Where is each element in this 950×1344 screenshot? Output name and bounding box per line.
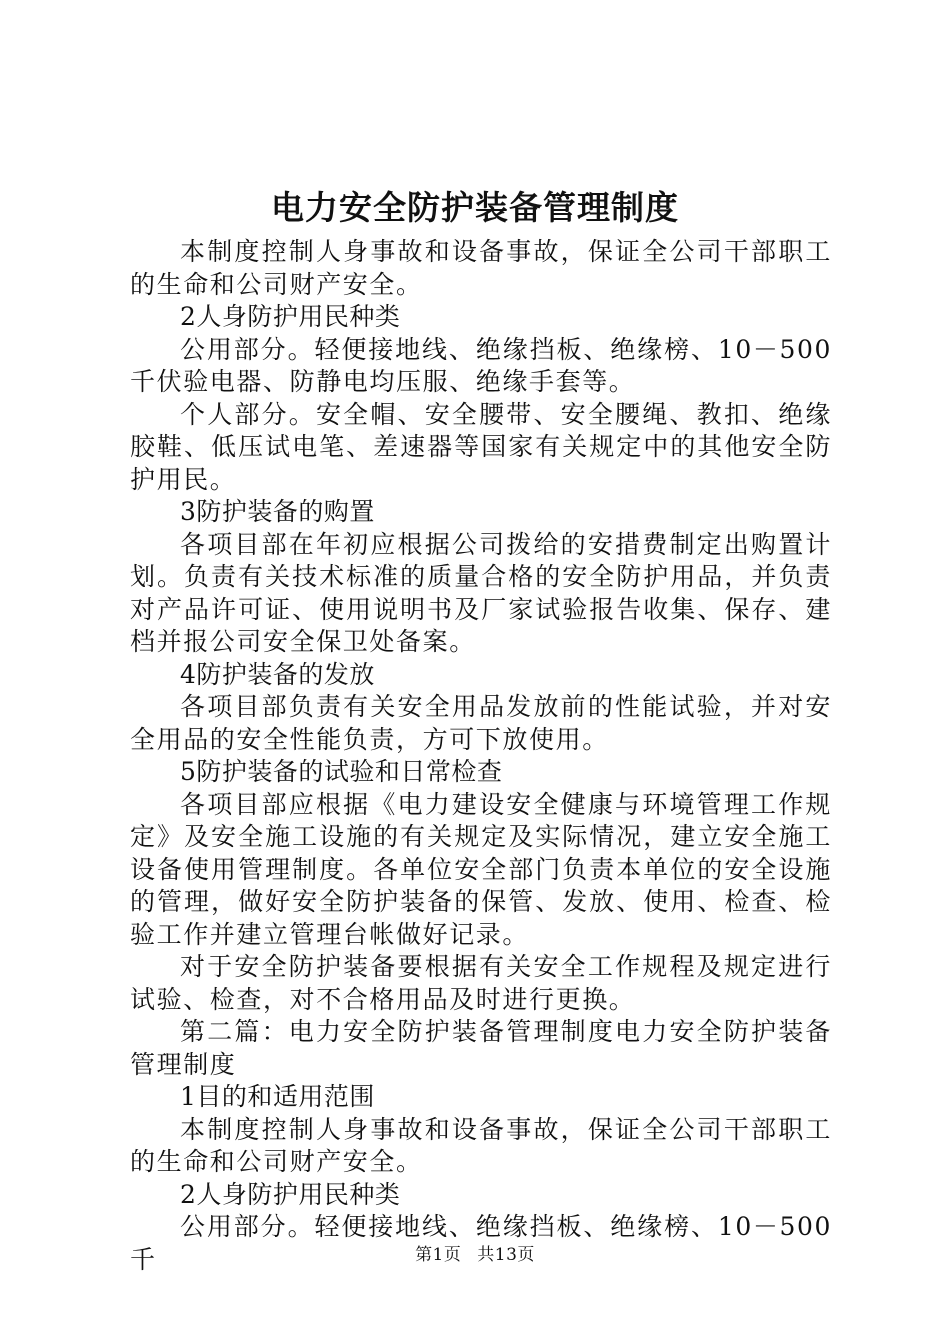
paragraph-purchase: 各项目部在年初应根据公司拨给的安措费制定出购置计划。负责有关技术标准的质量合格的安全防护用品，并负责对产品许可证、使用说明书及厂家试验报告收集、保存、建档并报公司安全保卫处备案。 [130, 529, 832, 656]
paragraph-public-equipment-repeat: 公用部分。轻便接地线、绝缘挡板、绝缘榜、10－500千 [130, 1212, 832, 1274]
document-title: 电力安全防护装备管理制度 [271, 188, 679, 227]
paragraph-intro: 本制度控制人身事故和设备事故，保证全公司干部职工的生命和公司财产安全。 [130, 237, 832, 299]
section-heading-purpose-scope: 1目的和适用范围 [180, 1082, 375, 1111]
page-number: 第1页 [415, 1245, 462, 1265]
section-heading-testing: 5防护装备的试验和日常检查 [180, 757, 503, 786]
paragraph-intro-repeat: 本制度控制人身事故和设备事故，保证全公司干部职工的生命和公司财产安全。 [130, 1114, 832, 1176]
section-heading-protection-types: 2人身防护用民种类 [180, 302, 401, 331]
page-footer [0, 1244, 950, 1266]
document-body [130, 236, 832, 1276]
page-total: 共13页 [477, 1245, 535, 1265]
paragraph-distribution: 各项目部负责有关安全用品发放前的性能试验，并对安全用品的安全性能负责，方可下放使用。 [130, 692, 832, 754]
section-heading-distribution: 4防护装备的发放 [180, 659, 375, 689]
paragraph-replacement: 对于安全防护装备要根据有关安全工作规程及规定进行试验、检查，对不合格用品及时进行更换。 [130, 952, 832, 1014]
section-heading-protection-types-repeat: 2人身防护用民种类 [180, 1179, 401, 1209]
paragraph-testing: 各项目部应根据《电力建设安全健康与环境管理工作规定》及安全施工设施的有关规定及实际情况，建立安全施工设备使用管理制度。各单位安全部门负责本单位的安全设施的管理，做好安全防护装备的保管、发放、使用、检查、检验工作并建立管理台帐做好记录。 [130, 789, 832, 949]
paragraph-second-article: 第二篇：电力安全防护装备管理制度电力安全防护装备管理制度 [130, 1017, 832, 1079]
paragraph-personal-equipment: 个人部分。安全帽、安全腰带、安全腰绳、教扣、绝缘胶鞋、低压试电笔、差速器等国家有关规定中的其他安全防护用民。 [130, 399, 832, 494]
section-heading-purchase: 3防护装备的购置 [180, 497, 375, 526]
paragraph-public-equipment: 公用部分。轻便接地线、绝缘挡板、绝缘榜、10－500千伏验电器、防静电均压服、绝缘手套等。 [130, 334, 832, 396]
